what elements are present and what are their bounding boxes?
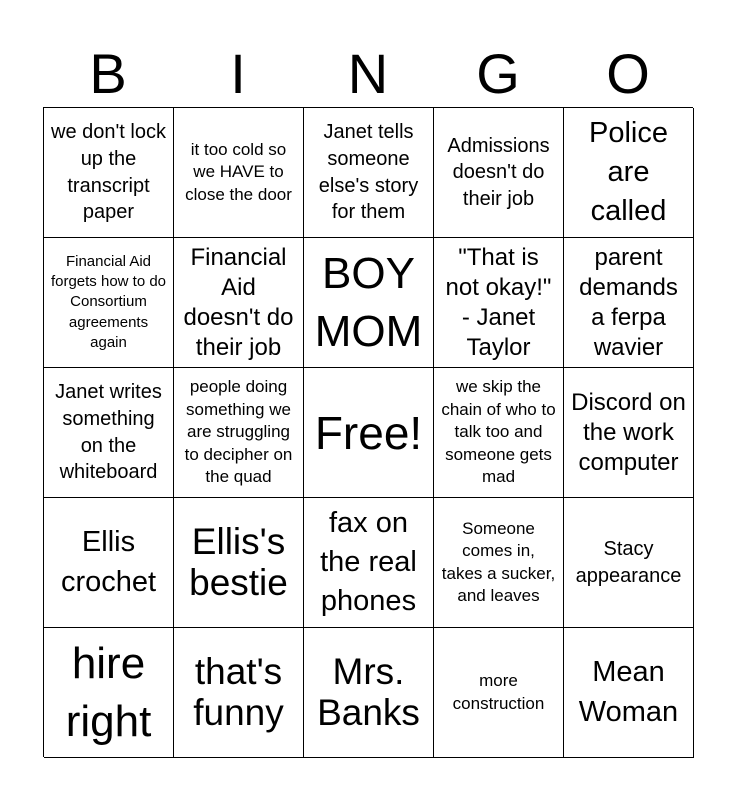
- bingo-cell[interactable]: Admissions doesn't do their job: [434, 108, 564, 238]
- bingo-cell[interactable]: people doing something we are struggling to decipher on the quad: [174, 368, 304, 498]
- bingo-header: [43, 40, 693, 108]
- header-letter-g: G: [476, 42, 520, 105]
- bingo-cell[interactable]: that's funny: [174, 628, 304, 758]
- bingo-cell[interactable]: Financial Aid doesn't do their job: [174, 238, 304, 368]
- header-letter-o: O: [606, 42, 650, 105]
- header-letter-b: B: [89, 42, 127, 105]
- bingo-cell[interactable]: more construction: [434, 628, 564, 758]
- bingo-cell[interactable]: Mrs. Banks: [304, 628, 434, 758]
- bingo-cell[interactable]: hire right: [44, 628, 174, 758]
- bingo-cell[interactable]: Someone comes in, takes a sucker, and leaves: [434, 498, 564, 628]
- bingo-cell[interactable]: Police are called: [564, 108, 694, 238]
- bingo-cell[interactable]: BOY MOM: [304, 238, 434, 368]
- bingo-cell[interactable]: Janet writes something on the whiteboard: [44, 368, 174, 498]
- bingo-cell[interactable]: we don't lock up the transcript paper: [44, 108, 174, 238]
- header-letter-n: N: [347, 42, 389, 105]
- bingo-cell[interactable]: we skip the chain of who to talk too and someone gets mad: [434, 368, 564, 498]
- bingo-grid: [43, 107, 693, 757]
- header-letter-i: I: [230, 42, 246, 105]
- bingo-cell[interactable]: parent demands a ferpa wavier: [564, 238, 694, 368]
- bingo-cell[interactable]: Financial Aid forgets how to do Consortium agreements again: [44, 238, 174, 368]
- bingo-cell[interactable]: Ellis's bestie: [174, 498, 304, 628]
- bingo-cell[interactable]: Janet tells someone else's story for them: [304, 108, 434, 238]
- bingo-cell[interactable]: "That is not okay!" - Janet Taylor: [434, 238, 564, 368]
- free-space-cell[interactable]: Free!: [304, 368, 434, 498]
- bingo-cell[interactable]: it too cold so we HAVE to close the door: [174, 108, 304, 238]
- bingo-cell[interactable]: Stacy appearance: [564, 498, 694, 628]
- bingo-cell[interactable]: fax on the real phones: [304, 498, 434, 628]
- bingo-cell[interactable]: Discord on the work computer: [564, 368, 694, 498]
- bingo-cell[interactable]: Ellis crochet: [44, 498, 174, 628]
- bingo-cell[interactable]: Mean Woman: [564, 628, 694, 758]
